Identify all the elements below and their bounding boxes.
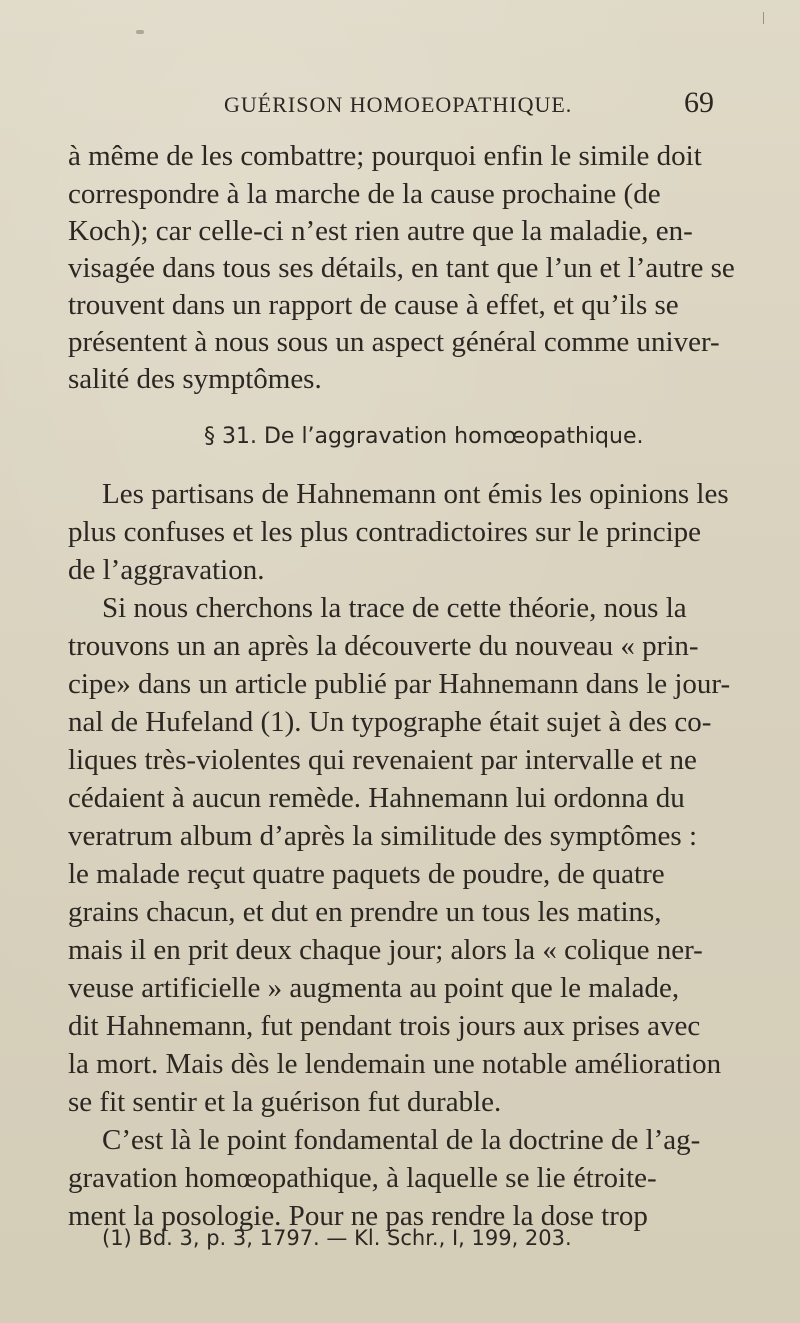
- text-line: la mort. Mais dès le lendemain une notable amélioration: [68, 1048, 722, 1080]
- text-line: cipe» dans un article publié par Hahnemann dans le jour-: [68, 668, 731, 700]
- text-line: veuse artificielle » augmenta au point que le malade,: [68, 972, 680, 1004]
- text-line: salité des symptômes.: [68, 363, 322, 395]
- running-head: GUÉRISON HOMOEOPATHIQUE.: [224, 92, 573, 117]
- section-heading: § 31. De l’aggravation homœopathique.: [204, 424, 644, 449]
- text-line: grains chacun, et dut en prendre un tous les matins,: [68, 896, 662, 928]
- text-line: le malade reçut quatre paquets de poudre, de quatre: [68, 858, 665, 890]
- text-line: trouvent dans un rapport de cause à effet, et qu’ils se: [68, 289, 679, 321]
- paragraph-first-line: Si nous cherchons la trace de cette théorie, nous la: [102, 592, 687, 624]
- text-line: liques très-violentes qui revenaient par intervalle et ne: [68, 744, 697, 776]
- text-line: mais il en prit deux chaque jour; alors la « colique ner-: [68, 934, 703, 966]
- paragraph-first-line: Les partisans de Hahnemann ont émis les opinions les: [102, 478, 729, 510]
- text-line: de l’aggravation.: [68, 554, 265, 586]
- text-line: trouvons un an après la découverte du nouveau « prin-: [68, 630, 699, 662]
- text-line: nal de Hufeland (1). Un typographe était sujet à des co-: [68, 706, 712, 738]
- paragraph-first-line: C’est là le point fondamental de la doctrine de l’ag-: [102, 1124, 701, 1156]
- text-line: cédaient à aucun remède. Hahnemann lui ordonna du: [68, 782, 685, 814]
- text-line: à même de les combattre; pourquoi enfin le simile doit: [68, 140, 702, 172]
- footnote: (1) Bd. 3, p. 3, 1797. — Kl. Schr., I, 199, 203.: [102, 1226, 572, 1250]
- text-line: visagée dans tous ses détails, en tant que l’un et l’autre se: [68, 252, 735, 284]
- text-line: veratrum album d’après la similitude des symptômes :: [68, 820, 698, 852]
- text-line: présentent à nous sous un aspect général comme univer-: [68, 326, 720, 358]
- text-line: correspondre à la marche de la cause prochaine (de: [68, 178, 661, 210]
- ink-smudge: [136, 30, 144, 34]
- text-line: gravation homœopathique, à laquelle se lie étroite-: [68, 1162, 657, 1194]
- text-line: se fit sentir et la guérison fut durable.: [68, 1086, 502, 1118]
- text-line: plus confuses et les plus contradictoires sur le principe: [68, 516, 702, 548]
- text-line: Koch); car celle-ci n’est rien autre que la maladie, en-: [68, 215, 693, 247]
- page-number: 69: [684, 86, 714, 119]
- edge-mark: [763, 12, 764, 24]
- text-line: ment la posologie. Pour ne pas rendre la dose trop: [68, 1200, 648, 1232]
- text-line: dit Hahnemann, fut pendant trois jours aux prises avec: [68, 1010, 701, 1042]
